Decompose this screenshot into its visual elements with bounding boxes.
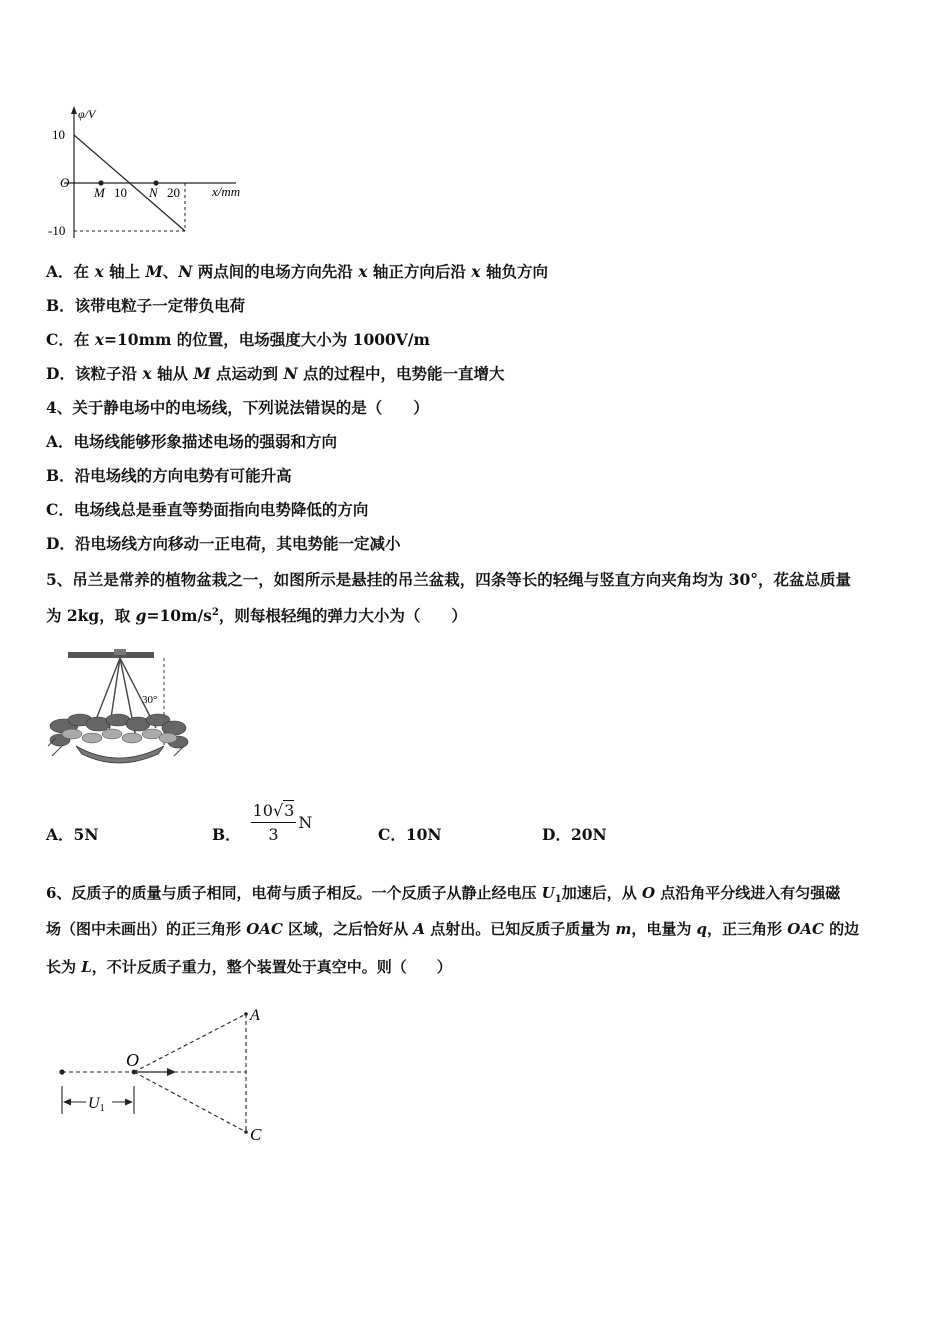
- q5-stem-line1: 5、吊兰是常养的植物盆栽之一，如图所示是悬挂的吊兰盆栽，四条等长的轻绳与竖直方向夹角均为 30°，花盆总质量: [46, 570, 852, 589]
- q3-option-c[interactable]: C．在 x=10mm 的位置，电场强度大小为 1000V/m: [46, 330, 430, 349]
- q5-option-d[interactable]: D．20N: [542, 825, 607, 844]
- q4-stem: 4、关于静电场中的电场线，下列说法错误的是（ ）: [46, 398, 429, 417]
- q5-option-b[interactable]: B． $\frac{10√3}{3}$ N: [212, 801, 313, 844]
- start-dot: [59, 1069, 64, 1074]
- y-min-label: -10: [48, 223, 66, 238]
- o-label: O: [126, 1050, 139, 1070]
- q3-option-d[interactable]: D．该粒子沿 x 轴从 M 点运动到 N 点的过程中，电势能一直增大: [46, 364, 505, 383]
- q3-option-b[interactable]: B．该带电粒子一定带负电荷: [46, 296, 246, 315]
- q5-stem-line2: 为 2kg，取 $g=10m/s^2$，则每根轻绳的弹力大小为（ ）: [46, 606, 467, 625]
- n-label: N: [149, 185, 158, 200]
- q4-option-b[interactable]: B．沿电场线的方向电势有可能升高: [46, 466, 292, 485]
- q5-option-a[interactable]: A．5N: [46, 825, 99, 844]
- tick-20-label: 20: [167, 185, 180, 200]
- u1-label: U1: [88, 1095, 105, 1114]
- point-c: [244, 1130, 248, 1134]
- fraction-ten-root-three-over-three: $\frac{10√3}{3}$: [252, 801, 295, 844]
- q3-option-a[interactable]: A．在 x 轴上 M、N 两点间的电场方向先沿 x 轴正方向后沿 x 轴负方向: [46, 262, 548, 281]
- q5-option-c[interactable]: C．10N: [378, 825, 442, 844]
- m-label: M: [94, 185, 105, 200]
- q4-option-c[interactable]: C．电场线总是垂直等势面指向电势降低的方向: [46, 500, 369, 519]
- a-label: A: [250, 1007, 260, 1024]
- q4-option-a[interactable]: A．电场线能够形象描述电场的强弱和方向: [46, 432, 338, 451]
- q6-stem-line1: 6、反质子的质量与质子相同，电荷与质子相反。一个反质子从静止经电压 $U_1$加速后，从 O 点沿角平分线进入有匀强磁: [46, 884, 841, 905]
- tick-10-label: 10: [114, 185, 127, 200]
- x-axis-label: x/mm: [212, 184, 241, 199]
- q6-stem-line2: 场（图中未画出）的正三角形 OAC 区域，之后恰好从 A 点射出。已知反质子质量为 m，电量为 q，正三角形 OAC 的边: [46, 920, 860, 938]
- y-axis-label: φ/V: [78, 107, 96, 121]
- y-max-label: 10: [52, 127, 65, 142]
- hanging-plant-figure: [46, 646, 190, 770]
- origin-label: O: [60, 175, 70, 190]
- q4-option-d[interactable]: D．沿电场线方向移动一正电荷，其电势能一定减小: [46, 534, 401, 553]
- triangle-diagram: [46, 1000, 286, 1150]
- c-label: C: [250, 1125, 262, 1144]
- potential-graph: [44, 104, 264, 244]
- point-a: [244, 1012, 248, 1016]
- angle-label: 30°: [142, 694, 158, 706]
- q6-stem-line3: 长为 L，不计反质子重力，整个装置处于真空中。则（ ）: [46, 958, 452, 976]
